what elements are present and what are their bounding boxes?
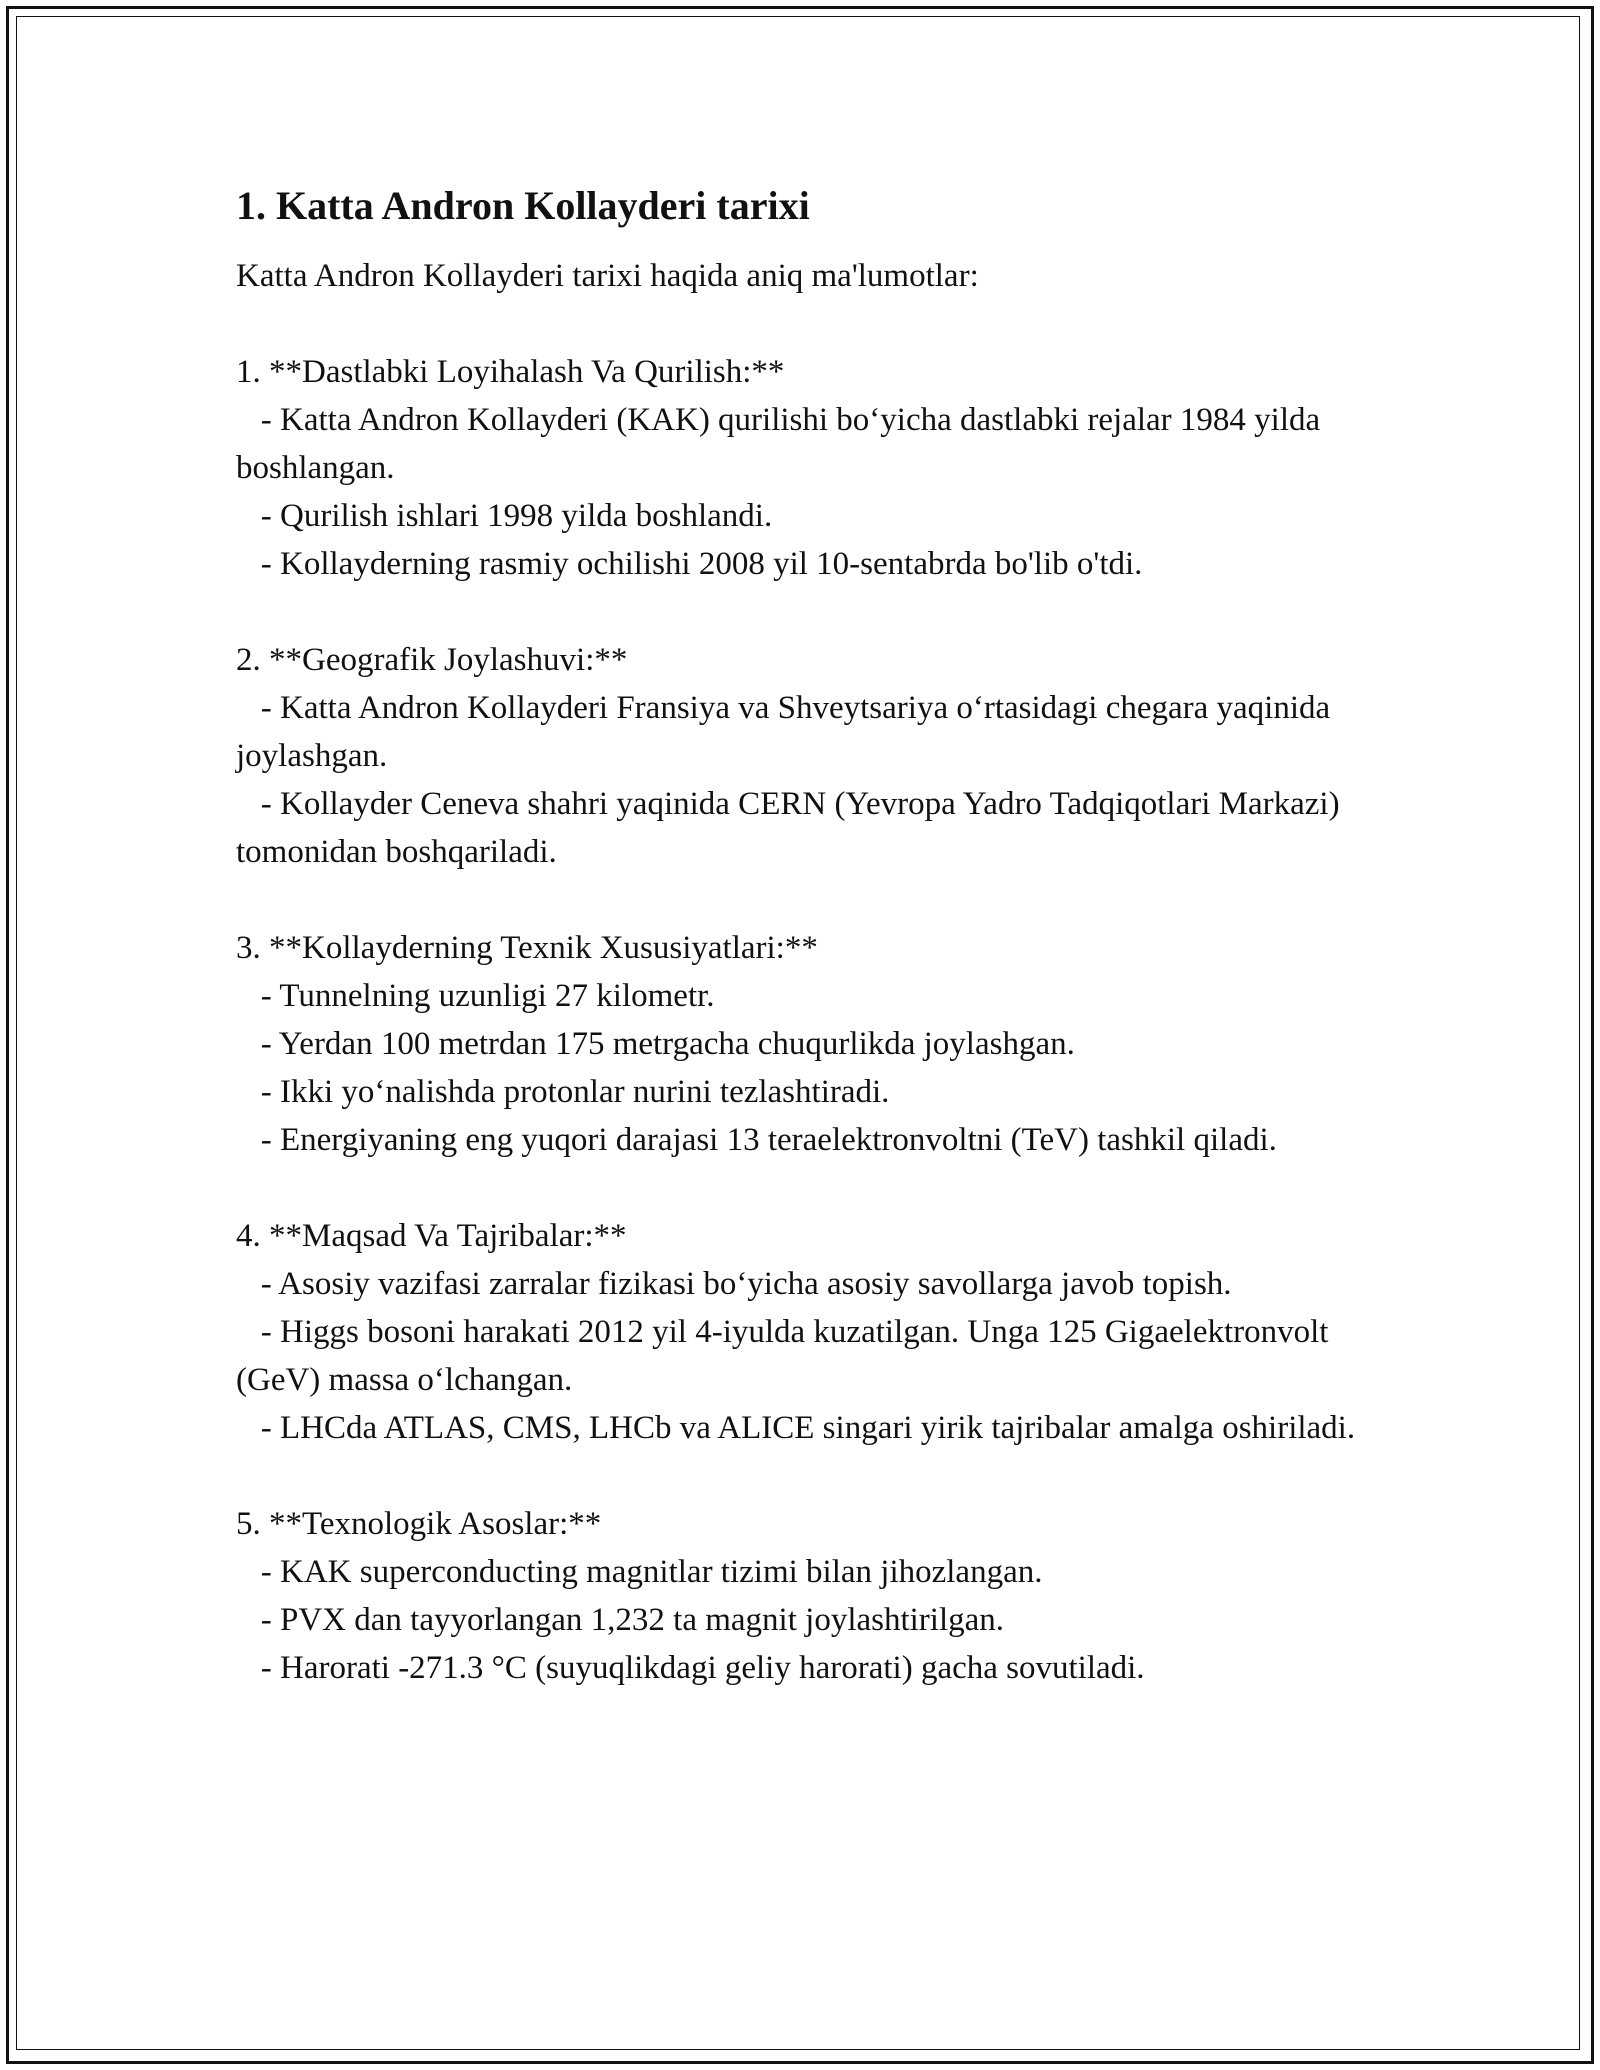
list-item: - Qurilish ishlari 1998 yilda boshlandi. xyxy=(236,498,773,534)
section-heading: 1. **Dastlabki Loyihalash Va Qurilish:** xyxy=(236,354,785,390)
list-item: - Katta Andron Kollayderi (KAK) qurilishi bo‘yicha dastlabki rejalar 1984 yilda boshlangan. xyxy=(236,402,1321,486)
section-goals-experiments xyxy=(236,1212,1386,1452)
document-title: 1. Katta Andron Kollayderi tarixi xyxy=(236,183,810,228)
list-item-text: Kollayder Ceneva shahri yaqinida CERN (Yevropa Yadro Tadqiqotlari Markazi) tomonidan boshqariladi. xyxy=(236,786,1340,870)
list-item: - KAK superconducting magnitlar tizimi bilan jihozlangan. xyxy=(236,1554,1043,1590)
document-body xyxy=(236,182,1386,1740)
list-item-text: Energiyaning eng yuqori darajasi 13 teraelektronvoltni (TeV) tashkil qiladi. xyxy=(280,1122,1277,1158)
list-item-text: LHCda ATLAS, CMS, LHCb va ALICE singari yirik tajribalar amalga oshiriladi. xyxy=(280,1410,1356,1446)
list-item-text: Harorati -271.3 °C (suyuqlikdagi geliy harorati) gacha sovutiladi. xyxy=(280,1650,1145,1686)
list-item-text: KAK superconducting magnitlar tizimi bilan jihozlangan. xyxy=(280,1554,1043,1590)
list-item: - Kollayder Ceneva shahri yaqinida CERN (Yevropa Yadro Tadqiqotlari Markazi) tomonidan boshqariladi. xyxy=(236,786,1340,870)
list-item-text: Qurilish ishlari 1998 yilda boshlandi. xyxy=(280,498,773,534)
list-item-text: Higgs bosoni harakati 2012 yil 4-iyulda kuzatilgan. Unga 125 Gigaelektronvolt (GeV) massa o‘lchangan. xyxy=(236,1314,1329,1398)
list-item-text: Yerdan 100 metrdan 175 metrgacha chuqurlikda joylashgan. xyxy=(278,1026,1075,1062)
list-item-text: Katta Andron Kollayderi Fransiya va Shveytsariya o‘rtasidagi chegara yaqinida joylashgan. xyxy=(236,690,1331,774)
list-item: - Higgs bosoni harakati 2012 yil 4-iyulda kuzatilgan. Unga 125 Gigaelektronvolt (GeV) massa o‘lchangan. xyxy=(236,1314,1329,1398)
list-item: - PVX dan tayyorlangan 1,232 ta magnit joylashtirilgan. xyxy=(236,1602,1005,1638)
section-heading: 3. **Kollayderning Texnik Xususiyatlari:** xyxy=(236,930,818,966)
section-geography xyxy=(236,636,1386,876)
section-heading: 2. **Geografik Joylashuvi:** xyxy=(236,642,628,678)
list-item-text: Kollayderning rasmiy ochilishi 2008 yil 10-sentabrda bo'lib o'tdi. xyxy=(280,546,1143,582)
list-item-text: Katta Andron Kollayderi (KAK) qurilishi bo‘yicha dastlabki rejalar 1984 yilda boshlangan. xyxy=(236,402,1321,486)
list-item: - Energiyaning eng yuqori darajasi 13 teraelektronvoltni (TeV) tashkil qiladi. xyxy=(236,1122,1277,1158)
list-item: - LHCda ATLAS, CMS, LHCb va ALICE singari yirik tajribalar amalga oshiriladi. xyxy=(236,1410,1356,1446)
list-item: - Harorati -271.3 °C (suyuqlikdagi geliy harorati) gacha sovutiladi. xyxy=(236,1650,1145,1686)
section-design-construction xyxy=(236,348,1386,588)
list-item-text: Tunnelning uzunligi 27 kilometr. xyxy=(279,978,715,1014)
list-item: - Tunnelning uzunligi 27 kilometr. xyxy=(236,978,715,1014)
intro-paragraph: Katta Andron Kollayderi tarixi haqida aniq ma'lumotlar: xyxy=(236,258,979,294)
list-item: - Katta Andron Kollayderi Fransiya va Shveytsariya o‘rtasidagi chegara yaqinida joylashgan. xyxy=(236,690,1331,774)
section-technical-specs xyxy=(236,924,1386,1164)
list-item: - Kollayderning rasmiy ochilishi 2008 yil 10-sentabrda bo'lib o'tdi. xyxy=(236,546,1143,582)
section-technology xyxy=(236,1500,1386,1692)
list-item-text: PVX dan tayyorlangan 1,232 ta magnit joylashtirilgan. xyxy=(280,1602,1005,1638)
list-item: - Ikki yo‘nalishda protonlar nurini tezlashtiradi. xyxy=(236,1074,890,1110)
list-item-text: Asosiy vazifasi zarralar fizikasi bo‘yicha asosiy savollarga javob topish. xyxy=(278,1266,1232,1302)
list-item: - Yerdan 100 metrdan 175 metrgacha chuqurlikda joylashgan. xyxy=(236,1026,1075,1062)
list-item: - Asosiy vazifasi zarralar fizikasi bo‘yicha asosiy savollarga javob topish. xyxy=(236,1266,1232,1302)
list-item-text: Ikki yo‘nalishda protonlar nurini tezlashtiradi. xyxy=(280,1074,890,1110)
section-heading: 5. **Texnologik Asoslar:** xyxy=(236,1506,602,1542)
section-heading: 4. **Maqsad Va Tajribalar:** xyxy=(236,1218,627,1254)
